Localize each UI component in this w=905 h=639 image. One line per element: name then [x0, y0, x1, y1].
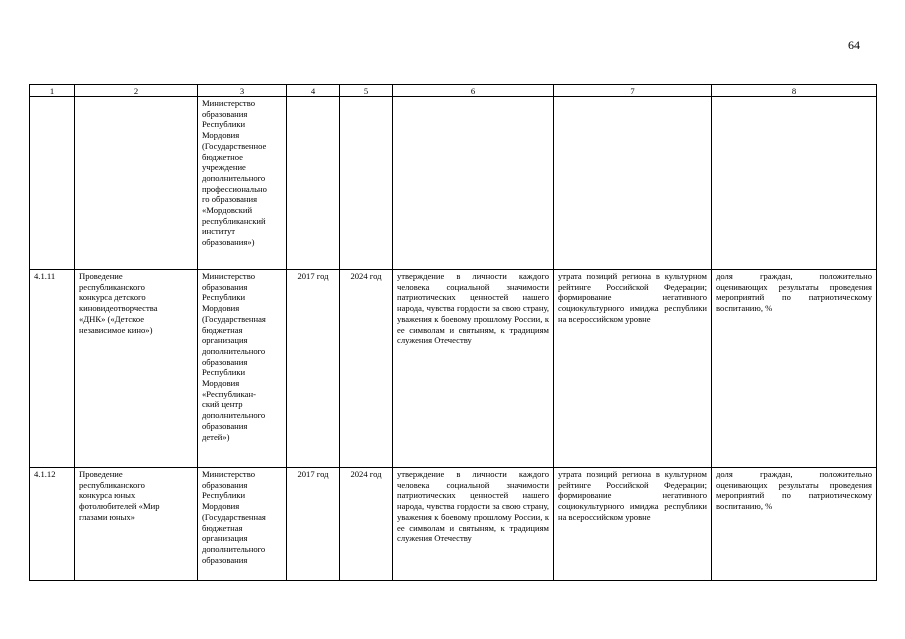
organization-cell: Министерство образования Республики Мордовия (Государственная бюджетная организация дополнительного образования	[198, 468, 287, 581]
end-cell	[340, 97, 393, 270]
event-cell	[75, 97, 198, 270]
event-cell: Проведение республиканского конкурса юных фотолюбителей «Мир глазами юных»	[75, 468, 198, 581]
consequences-cell: утрата позиций региона в культурном рейтинге Российской Федерации; формирование негативного социокультурного имиджа республики на всероссийском уровне	[554, 270, 712, 468]
number-cell: 4.1.12	[30, 468, 75, 581]
number-cell	[30, 97, 75, 270]
end-cell: 2024 год	[340, 468, 393, 581]
organization-cell: Министерство образования Республики Мордовия (Государственная бюджетная организация дополнительного образования Республики Мордовия «Республикан- ский центр дополнительного образования детей»)	[198, 270, 287, 468]
organization-cell: Министерство образования Республики Мордовия (Государственное бюджетное учреждение дополнительного профессионально го образования «Мордовский республиканский институт образования»)	[198, 97, 287, 270]
start-cell: 2017 год	[287, 270, 340, 468]
table-row	[30, 468, 877, 581]
start-cell: 2017 год	[287, 468, 340, 581]
event-cell: Проведение республиканского конкурса детского киновидеотворчества «ДНК» («Детское независимое кино»)	[75, 270, 198, 468]
indicator-cell: доля граждан, положительно оценивающих результаты проведения мероприятий по патриотическому воспитанию, %	[712, 468, 877, 581]
table-row-continuation	[30, 97, 877, 270]
column-number-row	[30, 85, 877, 97]
column-header: 3	[198, 85, 287, 97]
consequences-cell: утрата позиций региона в культурном рейтинге Российской Федерации; формирование негативного социокультурного имиджа республики на всероссийском уровне	[554, 468, 712, 581]
result-cell	[393, 97, 554, 270]
program-table	[29, 84, 877, 581]
column-header: 8	[712, 85, 877, 97]
column-header: 2	[75, 85, 198, 97]
column-header: 4	[287, 85, 340, 97]
number-cell: 4.1.11	[30, 270, 75, 468]
column-header: 7	[554, 85, 712, 97]
indicator-cell: доля граждан, положительно оценивающих результаты проведения мероприятий по патриотическому воспитанию, %	[712, 270, 877, 468]
column-header: 6	[393, 85, 554, 97]
start-cell	[287, 97, 340, 270]
end-cell: 2024 год	[340, 270, 393, 468]
table-row	[30, 270, 877, 468]
result-cell: утверждение в личности каждого человека социальной значимости патриотических ценностей нашего народа, чувства гордости за свою страну, уважения к боевому прошлому России, к ее символам и святыням, к традициям служения Отечеству	[393, 270, 554, 468]
column-header: 5	[340, 85, 393, 97]
result-cell: утверждение в личности каждого человека социальной значимости патриотических ценностей нашего народа, чувства гордости за свою страну, уважения к боевому прошлому России, к ее символам и святыням, к традициям служения Отечеству	[393, 468, 554, 581]
indicator-cell	[712, 97, 877, 270]
page-number: 64	[848, 38, 860, 52]
column-header: 1	[30, 85, 75, 97]
consequences-cell	[554, 97, 712, 270]
